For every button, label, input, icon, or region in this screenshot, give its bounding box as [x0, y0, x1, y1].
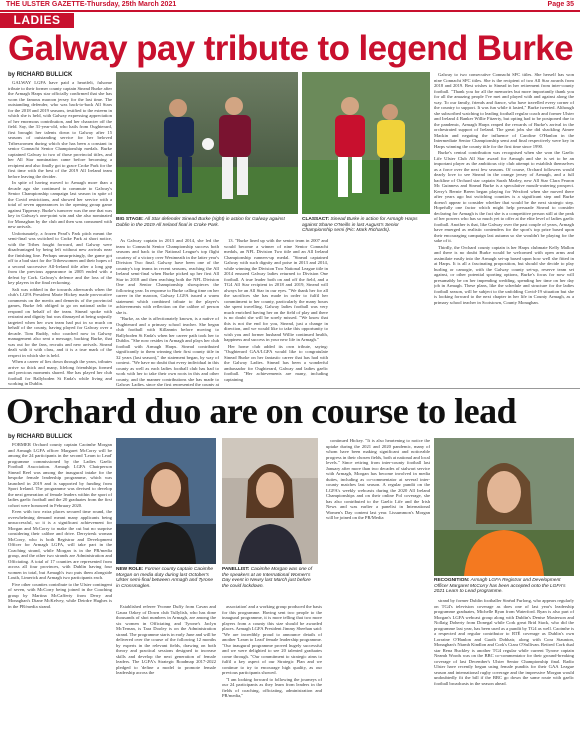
photo-galway-dublin-caption — [116, 217, 298, 228]
story2-text: Even with two extra places secured time round, the overwhelming demand meant many applicants being unsuccessful, so it is a significant achievement for Morgan and McCorry to make the cut but no surprise considering their calibre and drive. Derrytresk woman McCorry, who is both Registrar and Development Officer for Armagh LGFA, will take part in the Coaching strand, while Morgan is in the PR/media group, and the other two strands are Administration and Officiating. A total of 17 counties are represented from across all four provinces, with Dublin having four women in total, but Armagh's two puts them alongside Louth, Limerick and Armagh two participants each. — [8, 509, 112, 580]
caption-text: Former county captain Caoimhe Morgan on media duty during last October's Ulster semi-final between Armagh and Tyrone in Crossmaglen. — [116, 567, 214, 589]
header-rule — [0, 10, 580, 12]
caption-lead: RECOGNITION: — [434, 578, 470, 583]
page-header — [0, 0, 580, 10]
photo-mccorry-caption — [434, 578, 574, 595]
story1-text: In spite of having moved to Armagh more than a decade ago she continued to commute to Galway's Senior Championship campaign last season in spite of the Covid restrictions, and showed her service with a total of seven appearances in the opening group game against Tipperary. Burke's turnover was the one that was key in Galway's one-point win and she also nominated for Monaghan by the club and then was consumed with new arrivals. — [8, 180, 112, 229]
caption-lead: NEW ROLE: — [116, 567, 144, 572]
photo-armagh-harps-image — [302, 72, 430, 214]
story2-text: FORMER Orchard county captain Caoimhe Morgan and Armagh LGFA officer Margaret McCorry will be among the 24 participants in the second 'Learn to Lead' programme commissioned by the Ladies Gaelic Football Association. Armagh LGFA Chairperson Sinead Reel was among the inaugural intake for the bespoke female leadership programme, which was launched in 2019 and is supported by funding from Sport Ireland. The programme was devised to develop the next generation of female leaders within the sport of ladies gaelic football and the 20 graduates from the first cohort were honoured in February 2020. — [8, 442, 112, 508]
section-label: LADIES — [0, 13, 74, 28]
story1-byline: by RICHARD BULLICK — [8, 72, 73, 78]
story1-column-3 — [224, 238, 328, 386]
story1-column-4 — [434, 72, 574, 386]
story1-headline: Galway pay tribute to legend Burke — [8, 29, 574, 68]
photo-galway-dublin-image — [116, 72, 298, 214]
caption-text: Sinead Burke in action for Armagh Harps against Shane O'Neills in last August's Senior Championship semi (Pic: Mark Richards). — [302, 217, 418, 234]
photo-morgan-media-caption — [116, 567, 216, 589]
story1-text: As Galway captain in 2013 and 2014, she led the team to Connacht Senior Championship success both seasons and back to the National League's top flight courtesy of a victory over Westmeath in the latter year's Division Two final. Galway have been one of the country's top teams in recent seasons, reaching the All Ireland semi-final when Burke picked up her first All Star in 2018 and then reaching both the NFL Division One and Senior Championship showpieces the following year. In response to Burke calling time on her career in the maroon, Galway LGFA issued a warm statement which combined tribute to the player's achievements with reflection on the calibre of person she is. — [116, 238, 219, 315]
story2-text: continued Hickey. "It is also heartening to notice the uptake during the 2021 and 2020 pandemic, many of whom have been making significant and noticeable progress in their chosen fields, both at national and local levels." Since retiring from inter-county football last January after more than two decades of stalwart service with Armagh, Morgan has become involved in media duties, including as co-commentator at several inter-county matches last season. A regular pundit on the LGFA's weekly webcasts during the 2020 All Ireland Championships and on their online Pol coverage, she has also contributed to the Gaelic Life and the Irish News and was earlier a panelist in International Women's Day content last year. Lissummon's Morgan will be joined on the PR/Media — [326, 438, 430, 520]
photo-morgan-media — [116, 438, 216, 564]
story2-text: strand by former Dublin footballer Sinéad Furlong, who appears regularly on TG4's television coverage as does one of last year's leadership programme graduates, Michelle Ryan from Waterford. Ryan is also part of Morgan's LGFA webcast group along with Dublin's Denise Masterson and Nollaig Doherty from Donegal while Cork great Brid Stack, who did the programme last year, has been used as a pundit by TG4 as well. Caoimhe is a respected and regular contributor to RTÉ coverage as Dublin's own Lorraine O'Hanlon and Gaoth Dobhair, along with Cora Staunton, Monaghan's Niamh Kindlon and Cork's Ciara O'Sullivan. Retired Cork dual star Rena Buckley is another TG4 regular while current Tyrone captain Neamh Woods was on the BBC co-commentator for their ground-breaking coverage of last December's Ulster Senior Championship final. Radio Ulster have recently begun using female pundits for their GAA League season and international rugby coverage and the impressive Morgan would undoubtedly fit the bill if the BBC go down the same route with gaelic football broadcasts in the season ahead. — [434, 598, 574, 686]
story-divider — [0, 388, 580, 389]
caption-lead: CLASSACT: — [302, 217, 330, 222]
photo-morgan-media-image — [116, 438, 216, 564]
story1-text: GALWAY LGFA have paid a heartfelt, fulsome tribute to their former county captain Sinead Burke after the Armagh Harps star officially confirmed that she has worn the famous maroon jersey for the last time. The outstanding defender, who was back-to-back All Stars for the 2018 and 2019 seasons, testified to the esteem in which she is held, with Galway expressing appreciation of her enormous contribution, and her character off the field. Say, the 31-year-old, who hails from Oughterard, first brought her talents down to Galway after 15 seasons of outstanding service for her beloved Tribeswomen during which she has been a constant in senior Connacht Senior Championship medals. Burke captained Galway to two of those provincial titles, and her All Star nomination came before becoming a recipient and also finally got to grace Croke Park for the first time with the best of the 2019 All Ireland team before leaving the decider. — [8, 80, 112, 179]
story2-column-4 — [326, 438, 430, 732]
story2-text: "I am looking forward to following the journeys of our 24 participants as they learn from leaders in the fields of coaching, officiating, administration and PR/media," — [222, 676, 322, 698]
caption-lead: BIG STAGE: — [116, 217, 144, 222]
photo-morgan-panellist-caption — [222, 567, 318, 589]
photo-mccorry-image — [434, 438, 574, 576]
story1-text: Burke's central contribution was recognised when she won the Gaelic Life Ulster Club All Star award for Armagh and she is set to be an important player as the ambitious city club attempt to establish themselves as a force over the next few seasons. Of course, Orchard followers would dearly love to see Sinead in the orange jersey of Armagh, and a full backline of Orchard star captain Sarah Marley, new All Star Clara Fearon Mc Guinness and Sinead Burke is a speculative mouth-watering prospect. Kerry's Bernie Breen began playing for Wexford when she moved there after years ago but switching counties is a significant step and Burke doesn't appear to consider whether that would be the next strategic step. Hopefully one factor which might help persuade Sinead to consider declaring for Armagh is the fact she is a competitive person still at the peak of her powers who has so much yet to offer at the elite level of ladies gaelic football. Another is that, like Galway over the past couple of years, Armagh have emerged as realistic contenders for the sport's top prize based upon their encouraging campaign last autumn so she wouldn't be playing for the sake of it. — [434, 150, 574, 243]
caption-text: Caoimhe Morgan was one of the speakers at an International Women's Day event in Newry last March just before the covid lockdown. — [222, 567, 313, 589]
story1-text: Her home club added its own tribute, saying: "Oughterard GAA/LGFA would like to congratulate Sinead Burke on her fantastic career that has had with the Galway Ladies. Sinead has been a wonderful ambassador for Oughterard, Galway and ladies gaelic football. "Her achievements are many, including captaining — [224, 343, 328, 382]
story1-text: When a career of lies down through the years, tributes arrive so thick and many, lifelong friendships formed and precious moments shared. She has played her club football for Ballyboden St Enda's while living and working in Dublin. — [8, 359, 112, 386]
story2-headline: Orchard duo are on course to lead — [6, 391, 517, 431]
caption-lead: PANELLIST: — [222, 567, 250, 572]
story1-text: 13. "Burke lined up with the senior team in 2007 and would become a winner of nine Senior Connacht medals, an NFL Division Two title and an All Ireland Championship runners-up medal. "Sinead captained Galway with such dignity and poise in 2013 and 2014, while winning the Division Two National League title in 2014 ensured Galway ladies returned to Division One football. A true leader both on and off the field, and a TG4 All Star recipient in 2018 and 2019, Sinead will always be an All Star in our eyes. "We thank her for all the sacrifices she has made in order to fulfil her commitment to her county, particularly the many hours she spent travelling. Galway ladies football was very much enriched having her on the field of play and there is no doubt she will be sorely missed. "We know that this is not the end for you, Sinead, just a change in direction, and we would like to take this opportunity to wish you and former husband Willie continued health, happiness and success in your new life in Armagh." — [224, 238, 328, 342]
photo-mccorry — [434, 438, 574, 576]
photo-armagh-harps — [302, 72, 430, 214]
story1-text: Thirdly, the Orchard county captain is her Harps clubmate Kelly Mallon and there is no doubt Burke would be welcomed with open arms and assimilate easily into the Armagh set-up based upon how well she fitted in at Harps. It is all a fascinating proposition, but should she decide to play hurling or camogie, with the Galway county set-up, reserve team set against, or other potential sporting options, Burke's focus for now will presumably be on her impending wedding, spending her time on her day job in Armagh. These plans, like the schedule and structure for the ladies football season, will be subject to the unfolding Covid-19 situation but she is looking forward to the next chapter in her life in County Armagh, as a primary school teacher in Scotstown, County Monaghan. — [434, 244, 574, 305]
story2-column-5 — [434, 598, 574, 732]
photo-galway-dublin — [116, 72, 298, 214]
story2-column-1 — [8, 442, 112, 732]
story1-text: Unfortunately, a frozen Pearl's Park pitch meant the semi-final was switched to Croke Park at short notice, with the Tribes fought forward, and Galway were disadvantaged by being left without new arrivals near the finishing line. Perhaps unsurprisingly, the game got off to a bad start for the Tribeswomen and their hopes of a second successive All-Ireland title after a long gap from the previous appearance in 2005 ended with a defeat by Cork. Galway's defence and the loss of the key players in the final reckoning. — [8, 230, 112, 285]
story2-column-2 — [116, 604, 216, 732]
photo-morgan-panellist — [222, 438, 318, 564]
caption-text: All Star defender Sinead Burke (right) in action for Galway against Dublin in the 2019 All Ireland final in Croke Park. — [116, 217, 285, 228]
page-number: Page 35 — [547, 1, 574, 8]
photo-morgan-panellist-image — [222, 438, 318, 564]
caption-text: Armagh LGFA Registrar and Development Officer Margaret McCorry has been accepted onto the LGFA's 2021 Learn to Lead programme. — [434, 578, 566, 595]
story1-text: Galway to two consecutive Connacht SFC titles. She herself has won nine Connacht SFC titles. She is the recipient of two All Star awards from 2018 and 2019. Best wishes to Sinead in her retirement from inter-county football. "Thank you for all the memories but more importantly thank you for all the amazing people I've met and played with and against along the way. To our family, friends and fiance, who have travelled every corner of the country to support. It was fun while it lasted," Burke tweeted. Although she subscribed watching to leading football regular coach and former Ulster and Ireland 4 Banker Willie Fitzerty, but opting had to be postponed due to the pandemic, Armagh Harps reaped the rewards of Burke's arrival in the orchestrated support of Ireland. The great jobs she did shackling Aimee Mackin and negating the influence of Caroline O'Hanlon in the Intermediate Senior Championship semi and final respectively were key in Harps winning the county title for the first time since 1990. — [434, 72, 574, 149]
story1-column-2 — [116, 238, 219, 386]
story2-byline: by RICHARD BULLICK — [8, 434, 73, 440]
story1-column-1 — [8, 80, 112, 386]
photo-armagh-harps-caption — [302, 217, 430, 234]
story2-column-3 — [222, 604, 322, 732]
story2-text: association' and a working group produced the basis for this programme. Having sent two people to the inaugural programme, it is more telling that two more players from a county this size should be awarded places. Armagh LGFA President Jimmy Sheehan said: "We are incredibly proud to announce details of another 'Learn to Lead' female leadership programme. "Our inaugural programme proved hugely successful and we were delighted to see 20 talented graduates come through. "Our commitment to strategic aims to fulfil a key aspect of our Strategic Plan and we continue to try to encourage high quality, as our previous participants showed. — [222, 604, 322, 675]
story2-text: Five other counties contribute to the Ulster contingent of seven, with McCorry being joined in the Coaching group by Martina McCafferty from Derry and Monaghan's Diane McKelvey, while Deirdre Hughes is in the PR/media strand. — [8, 581, 112, 609]
newspaper-dateline: THE ULSTER GAZETTE-Thursday, 25th March 2021 — [6, 1, 177, 8]
story1-text: "Burke, as she is affectionately known, is a native of Oughterard and a primary school teacher. She began club football with Killannin before moving to Ballyboden St Enda's when her career path took her to Dublin. "She now resides in Armagh and plays her club football with Armagh Harps. Sinead contributed significantly to them winning their first county title in 32 years (last season)," the statement began, by way of context. "We have no doubt that every individual in this county as well as each ladies football club has had to work with her to take their own roots in this and other county, and the manner contributions she has made to Galway Ladies, since she first represented the county at — [116, 316, 219, 386]
story1-text: Salt was robbed in the towards afterwards when the club's LGFA President Marie Hickey made provocative comments on the merits and demerits of the provincial games, Burke felt obliged to go on national radio to respond on behalf of the team. Sinead spoke with restraint and dignity but was dismayed at being unjustly targeted when her own team had put in so much on behalf of the county, having played for Galway over a decade. Tom Ruddy, who coached now in Galway management also sent a message, backing Burke, that was out for the fans, recruits and new arrivals. Sinead dealt with it with class, and it is a true mark of the respect in which she is held. — [8, 286, 112, 358]
story2-text: Established referee Yvonne Duffy from Cavan and Gaura Ozkey of Down club Tullylish, who has done thousands of shot numbers in Armagh, are among the six women in Officiating and Tyrone's Jaclyn McTernan, is Tara Dooley is on the Administration strand. The programme starts in early June and will be delivered over the course of the following 12 months by experts in the relevant fields, drawing on both theory and practical sessions designed to increase skills and develop the next generation of female leaders. The LGFA's Strategic Roadmap 2017-2022 pledged to 'define a model to promote female leadership across the — [116, 604, 216, 675]
